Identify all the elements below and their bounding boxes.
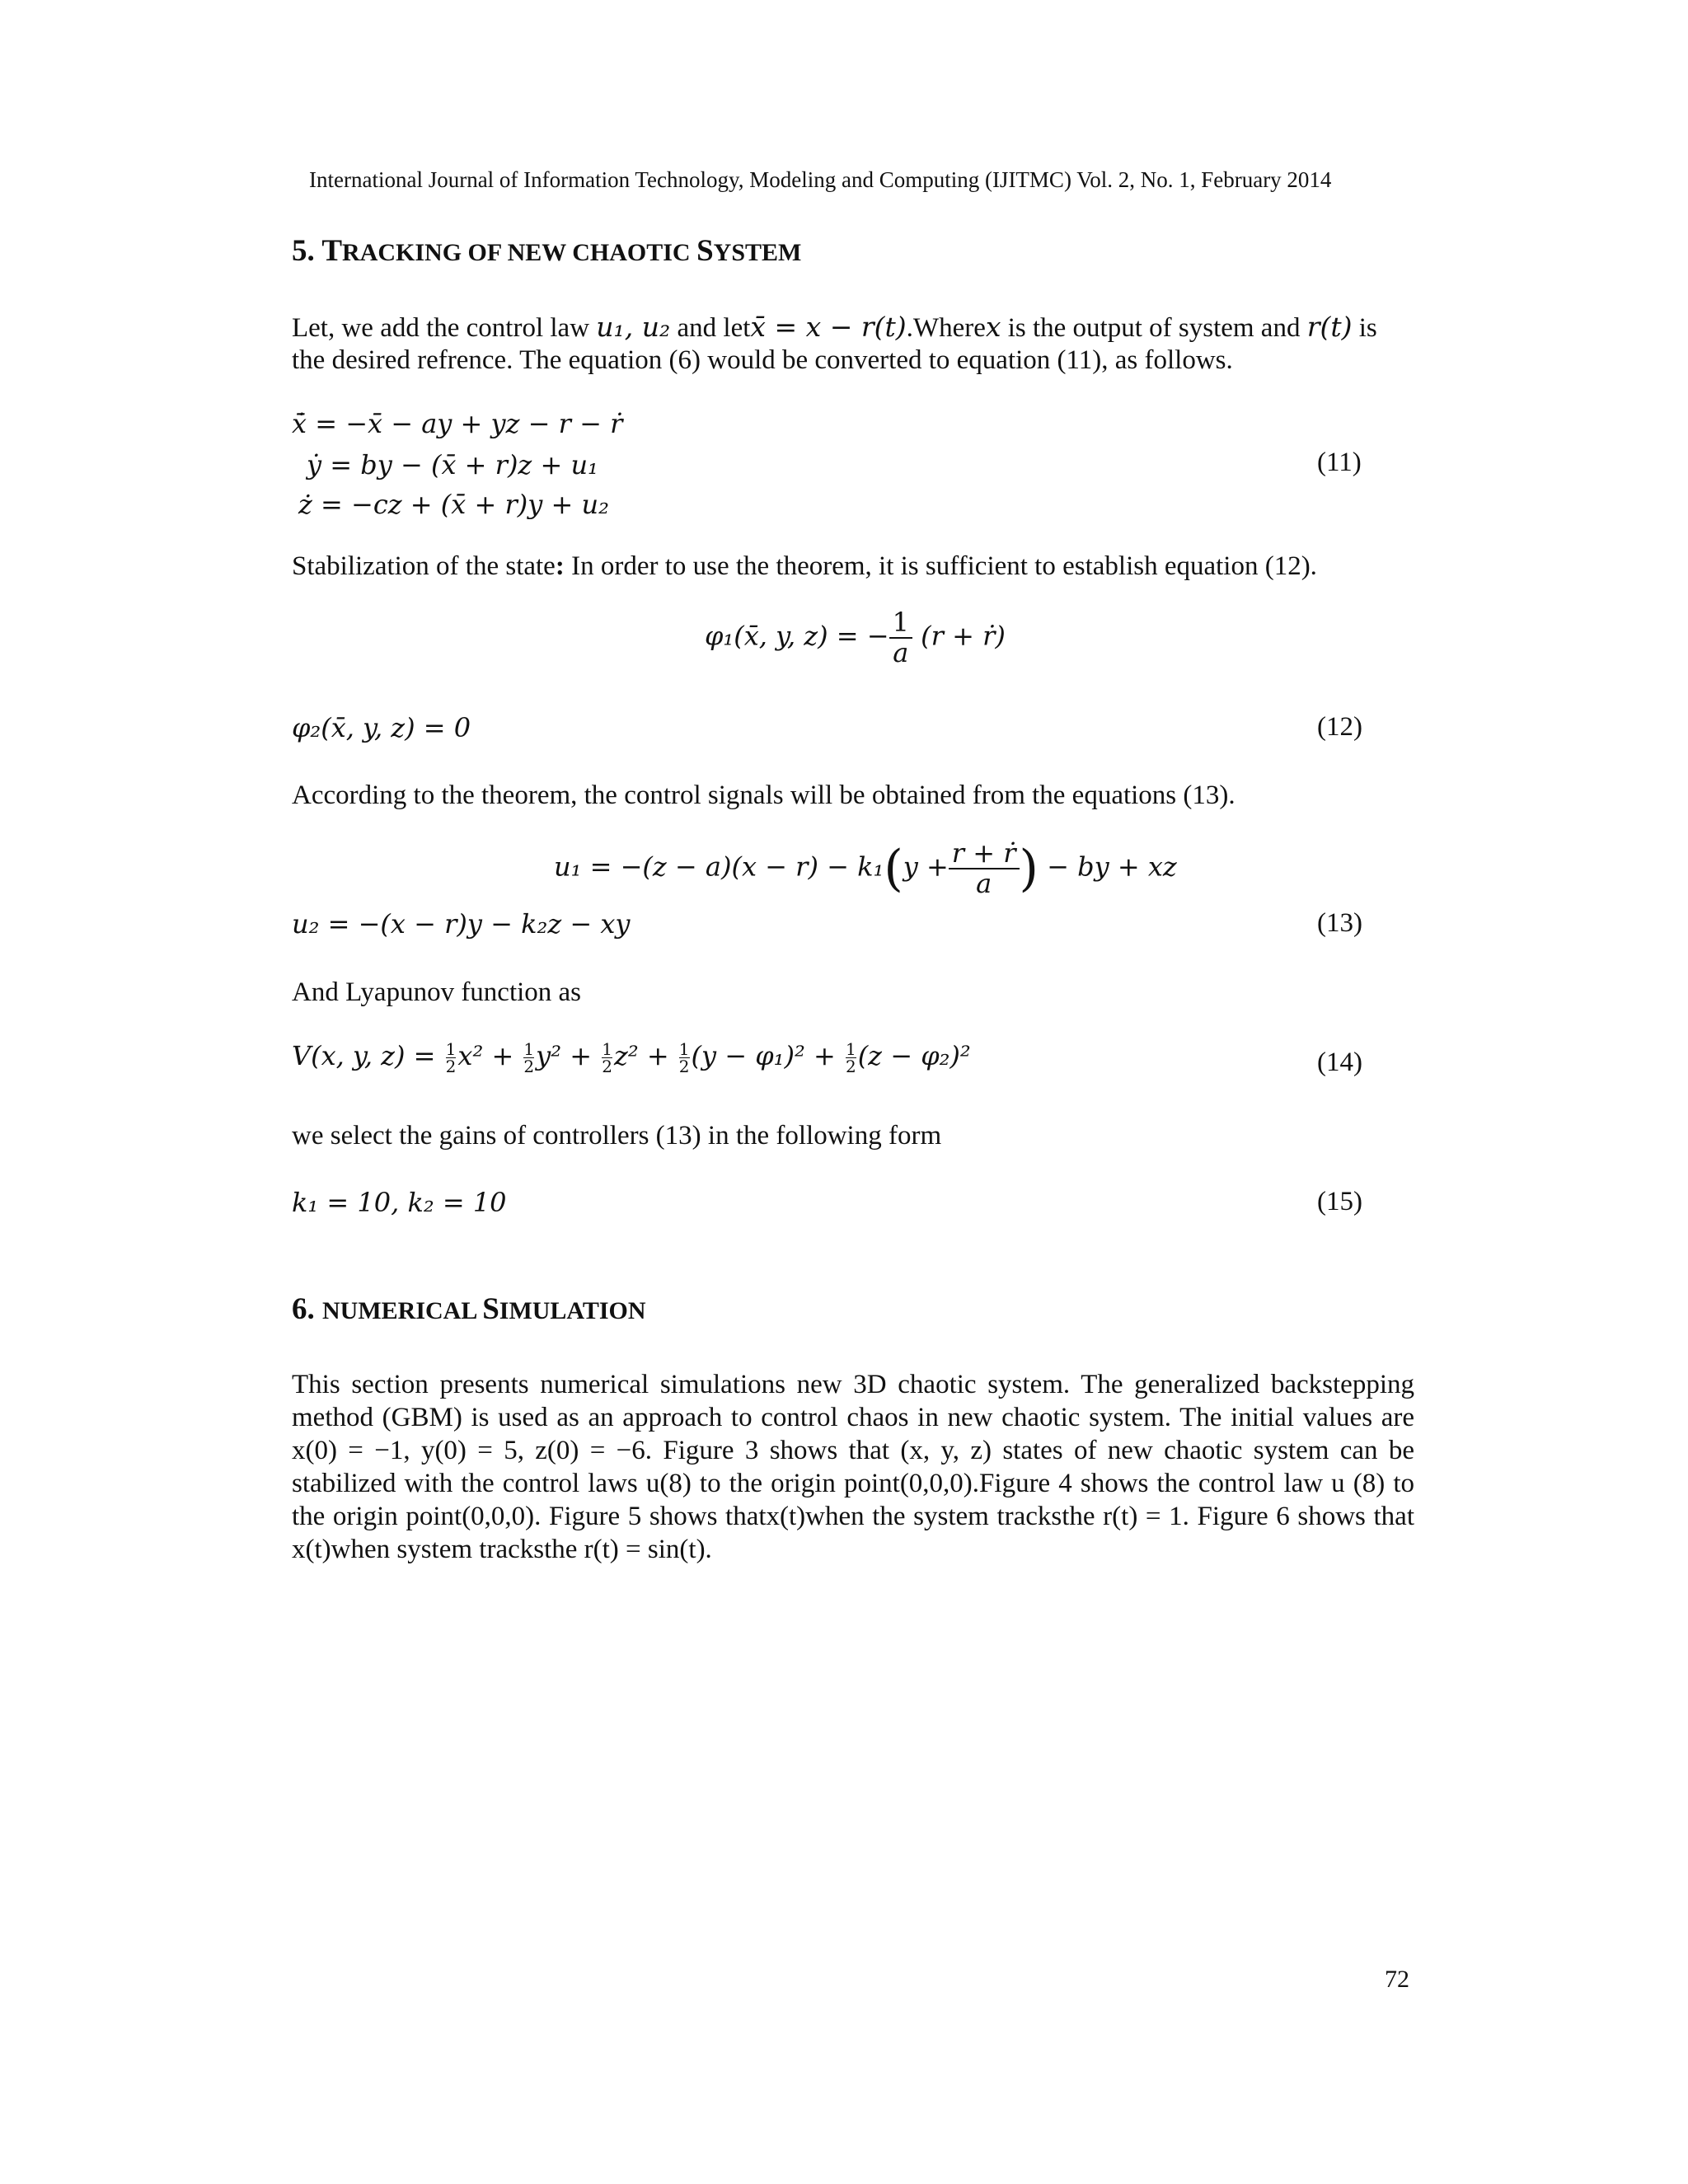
text-run: is the output of system and [1001,313,1307,343]
fraction-numerator: 1 [889,608,912,639]
fraction-denominator: 2 [845,1057,856,1076]
equation-13-u1 [554,839,1177,898]
equation-11-number: (11) [1317,448,1362,477]
fraction-denominator: 2 [445,1057,457,1076]
section-5-intro-line-2: the desired refrence. The equation (6) would be converted to equation (11), as follows. [292,345,1233,375]
half-fraction [446,1041,457,1075]
equation-11-line-3: ż = −cz + (x̄ + r)y + u₂ [298,489,609,520]
heading-smallcaps: IMULATION [499,1297,646,1324]
half-fraction [523,1041,534,1075]
according-text: According to the theorem, the control signals will be obtained from the equations (13). [292,780,1236,810]
section-5-number: 5. [292,234,315,268]
equation-12-phi1 [705,608,1006,668]
phi1-fraction [889,608,912,668]
heading-smallcaps: NUMERICAL [322,1297,483,1324]
phi1-rhs: (r + ṙ) [921,620,1006,652]
page-number: 72 [1385,1966,1409,1993]
equation-12-phi2: φ₂(x̄, y, z) = 0 [292,712,471,743]
text-run: and let [670,313,751,343]
fraction-numerator: r + ṙ [949,839,1020,869]
fraction-numerator: 1 [523,1039,535,1059]
fraction-numerator: 1 [445,1039,457,1059]
heading-smallcaps: YSTEM [713,239,802,266]
fraction-denominator: 2 [523,1057,535,1076]
section-5-intro-line-1 [292,311,1414,344]
fraction-numerator: 1 [678,1039,690,1059]
term-y-squared: y² + [536,1040,593,1071]
half-fraction [679,1041,690,1075]
fraction-numerator: 1 [845,1039,856,1059]
text-run: .Where [906,313,986,343]
equation-15: k₁ = 10, k₂ = 10 [292,1187,507,1218]
equation-11-line-2: ẏ = by − (x̄ + r)z + u₁ [307,449,598,480]
section-5-heading [292,233,801,269]
math-r-t: r(t) [1306,311,1353,343]
term-z-squared: z² + [613,1040,669,1071]
u1-fraction [949,839,1020,898]
v-lhs: V(x, y, z) = [292,1040,436,1071]
heading-smallcaps: RACKING OF NEW CHAOTIC [342,239,697,266]
journal-header: International Journal of Information Technology, Modeling and Computing (IJITMC) Vol. 2, No. 1, February 2014 [309,167,1332,192]
half-fraction [602,1041,612,1075]
equation-13-number: (13) [1317,908,1362,938]
math-x: x [985,311,1001,343]
math-xbar-definition: x̄ = x − r(t) [750,311,907,343]
u1-lhs: u₁ = −(z − a)(x − r) − k₁ [554,851,884,883]
equation-11-line-1: ẋ̄ = −x̄ − ay + yz − r − ṙ [292,408,623,439]
u1-y-term: y + [903,851,949,883]
math-u1-u2: u₁, u₂ [596,311,671,343]
stabilization-text [292,550,1414,583]
equation-15-number: (15) [1317,1187,1362,1216]
fraction-denominator: 2 [602,1057,612,1076]
equation-13-u2: u₂ = −(x − r)y − k₂z − xy [292,908,631,940]
text-run: is [1352,313,1377,343]
text-run: In order to use the theorem, it is sufficient to establish equation (12). [564,551,1317,581]
gains-text: we select the gains of controllers (13) in the following form [292,1121,942,1151]
term-x-squared: x² + [457,1040,514,1071]
equation-14-number: (14) [1317,1047,1362,1077]
equation-12-number: (12) [1317,712,1362,742]
u1-rhs: − by + xz [1047,851,1177,883]
section-6-heading [292,1291,646,1327]
half-fraction [846,1041,856,1075]
heading-cap: S [482,1292,499,1326]
lyapunov-text: And Lyapunov function as [292,977,582,1007]
text-run: Let, we add the control law [292,313,597,343]
equation-14 [292,1040,971,1075]
fraction-denominator: a [893,637,909,669]
phi1-lhs: φ₁(x̄, y, z) = − [705,620,889,652]
term-y-minus-phi1: (y − φ₁)² + [691,1040,836,1071]
bold-colon: : [555,551,565,581]
heading-cap: S [696,234,714,268]
section-6-paragraph: This section presents numerical simulations new 3D chaotic system. The generalized backstepping method (GBM) is used as an approach to control chaos in new chaotic system. The initial values are x(0) = −1, y(0) = 5, z(0) = −6. Figure 3 shows that (x, y, z) states of new chaotic system can be stabilized with the control laws u(8) to the origin point(0,0,0).Figure 4 shows the control law u (8) to the origin point(0,0,0). Figure 5 shows thatx(t)when the system tracksthe r(t) = 1. Figure 6 shows that x(t)when system tracksthe r(t) = sin(t). [292,1370,1414,1564]
section-6-number: 6. [292,1292,315,1326]
text-run: Stabilization of the state [292,551,556,581]
heading-cap: T [321,234,343,268]
left-paren: ( [884,840,903,898]
fraction-denominator: 2 [678,1057,690,1076]
right-paren: ) [1019,840,1039,898]
fraction-denominator: a [976,868,992,900]
term-z-minus-phi2: (z − φ₂)² [857,1040,971,1071]
fraction-numerator: 1 [602,1039,612,1059]
